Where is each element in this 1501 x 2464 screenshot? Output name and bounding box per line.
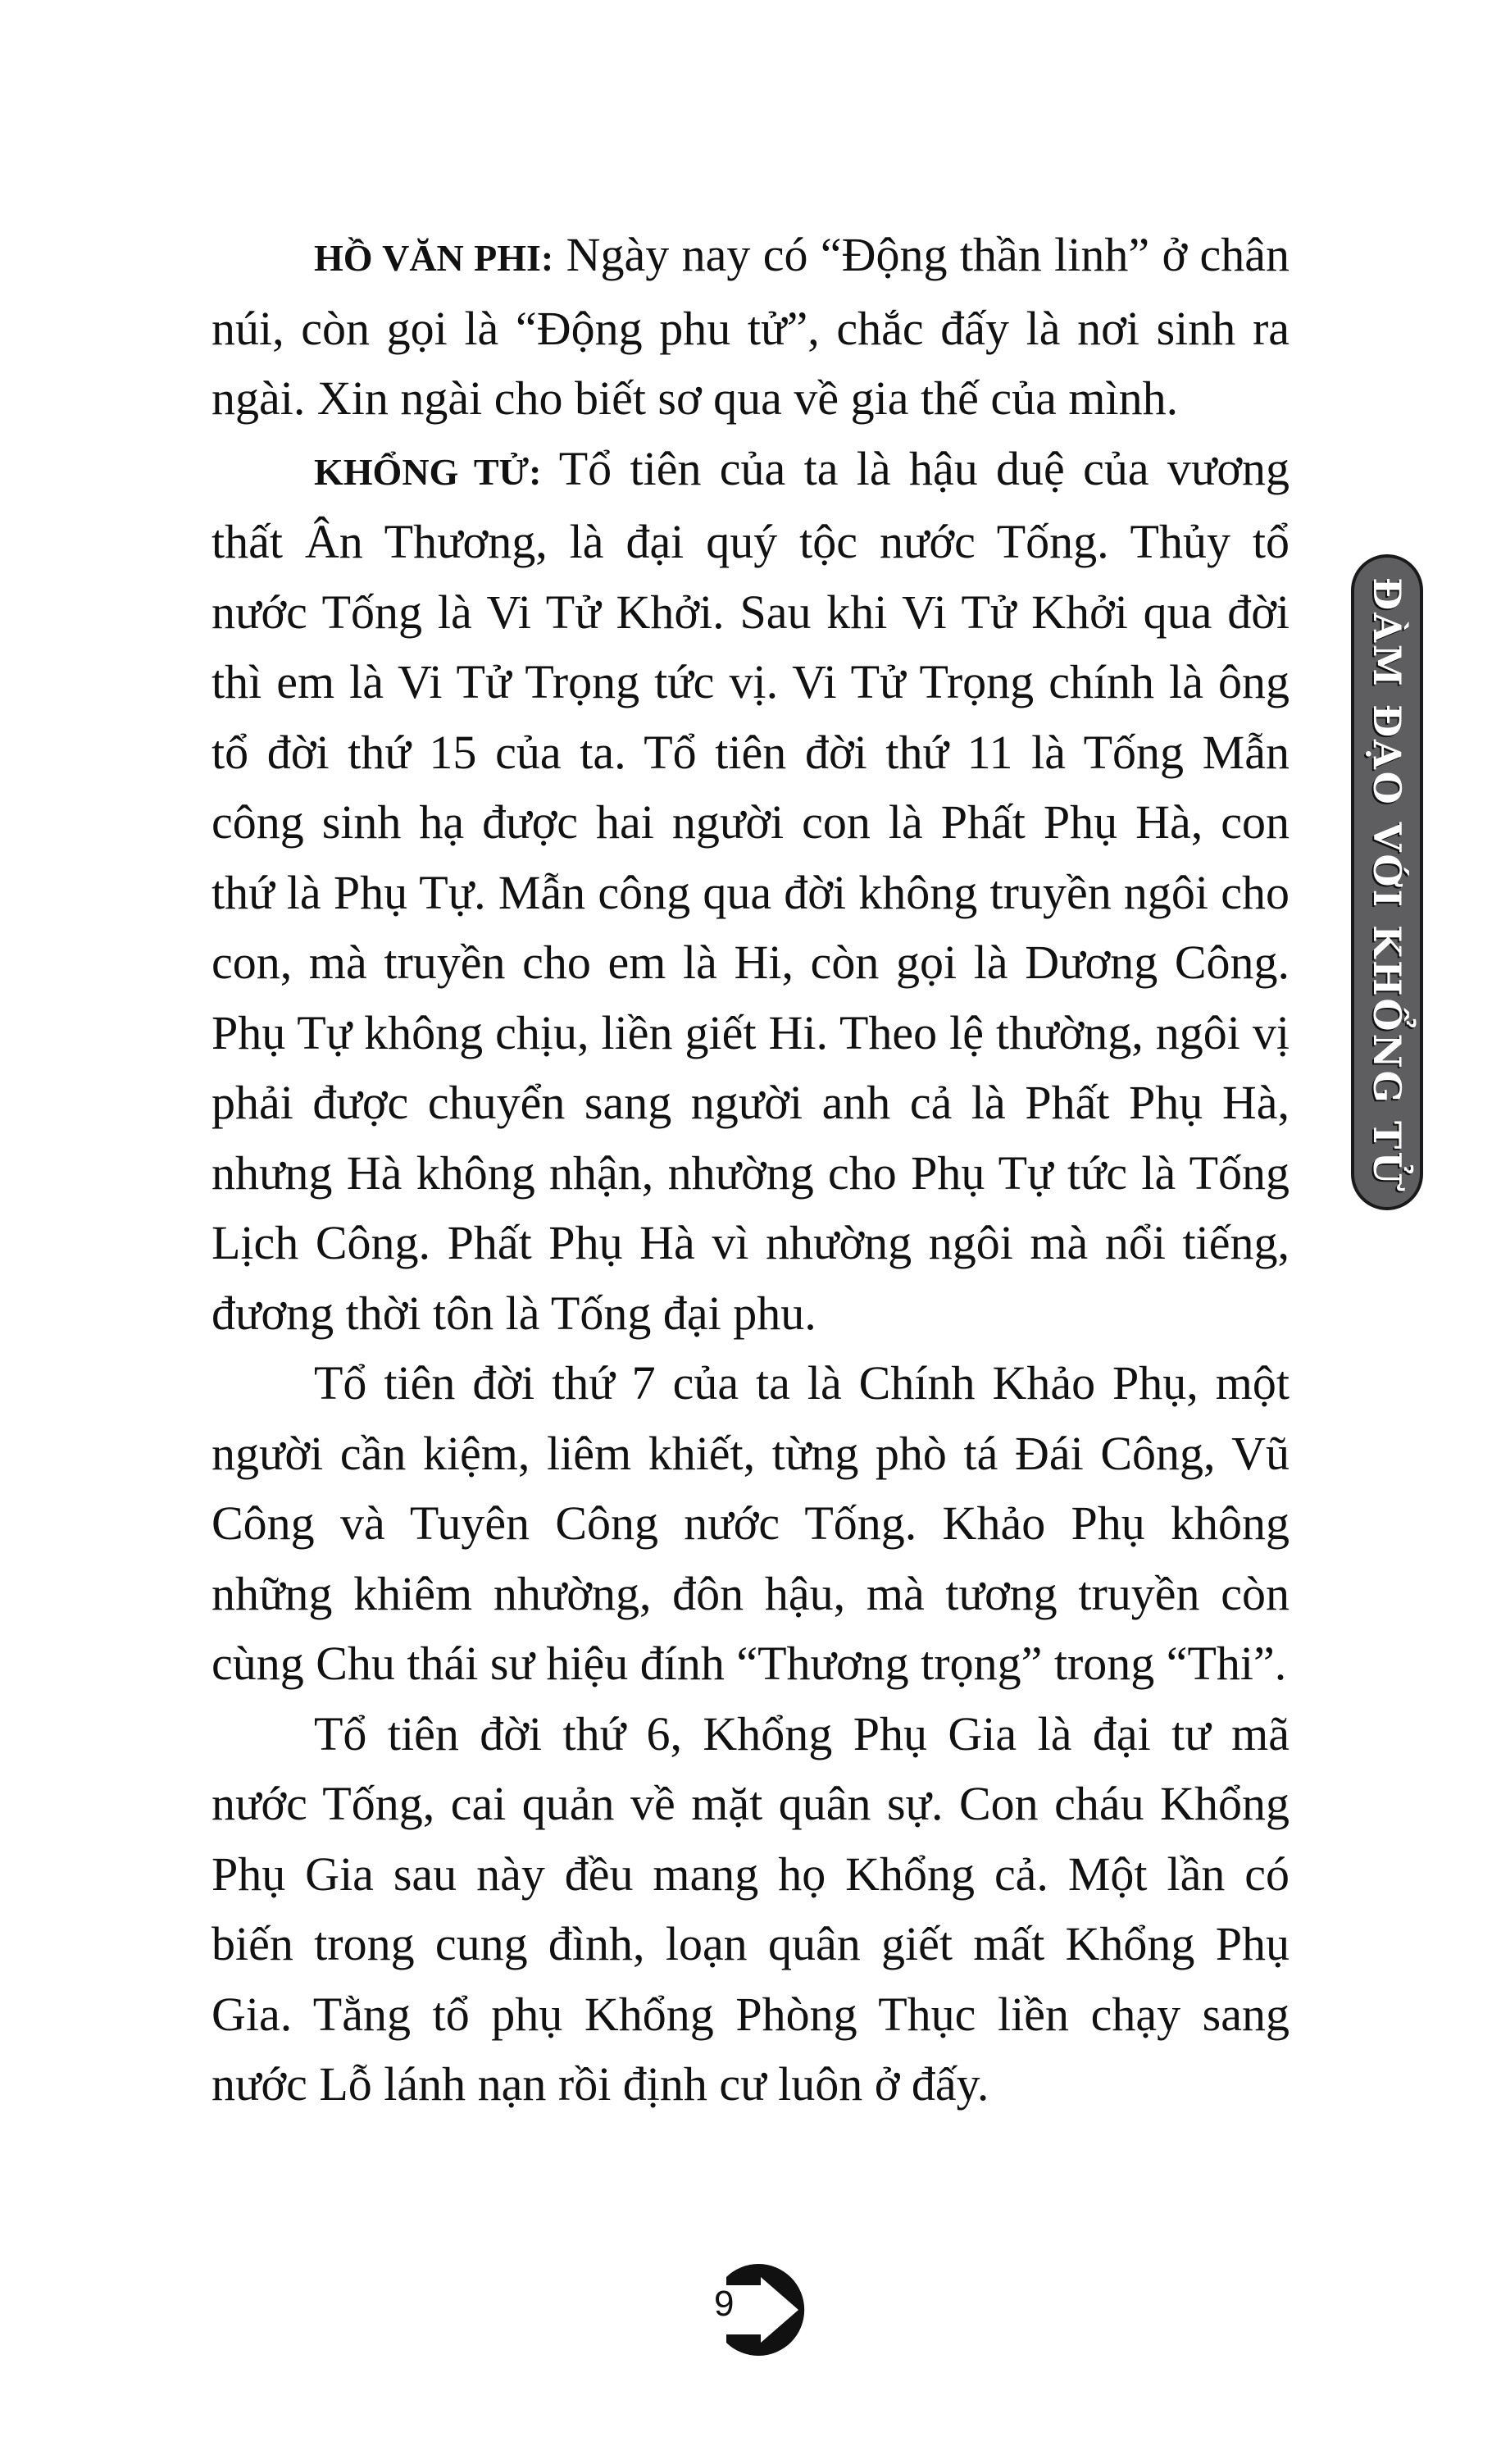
paragraph-text: Tổ tiên của ta là hậu duệ của vương thất Ân Thương, là đại quý tộc nước Tống. Thủy tổ nước Tống là Vi Tử Khởi. Sau khi Vi Tử Khởi qua đời thì em là Vi Tử Trọng tức vị. Vi Tử Trọng chính là ông tổ đời thứ 15 của ta. Tổ tiên đời thứ 11 là Tống Mẫn công sinh hạ được hai người con là Phất Phụ Hà, con thứ là Phụ Tự. Mẫn công qua đời không truyền ngôi cho con, mà truyền cho em là Hi, còn gọi là Dương Công. Phụ Tự không chịu, liền giết Hi. Theo lệ thường, ngôi vị phải được chuyển sang người anh cả là Phất Phụ Hà, nhưng Hà không nhận, nhường cho Phụ Tự tức là Tống Lịch Công. Phất Phụ Hà vì nhường ngôi mà nổi tiếng, đương thời tôn là Tống đại phu. [212, 441, 1289, 1340]
paragraph-text: Tổ tiên đời thứ 7 của ta là Chính Khảo Phụ, một người cần kiệm, liêm khiết, từng phò tá Đái Công, Vũ Công và Tuyên Công nước Tống. Khảo Phụ không những khiêm nhường, đôn hậu, mà tương truyền còn cùng Chu thái sư hiệu đính “Thương trọng” trong “Thi”. [212, 1356, 1289, 1690]
page-number-badge [712, 2259, 813, 2361]
paragraph-2 [212, 434, 1289, 1349]
paragraph-text: Tổ tiên đời thứ 6, Khổng Phụ Gia là đại tư mã nước Tống, cai quản về mặt quân sự. Con cháu Khổng Phụ Gia sau này đều mang họ Khổng cả. Một lần có biến trong cung đình, loạn quân giết mất Khổng Phụ Gia. Tằng tổ phụ Khổng Phòng Thục liền chạy sang nước Lỗ lánh nạn rồi định cư luôn ở đấy. [212, 1706, 1289, 2111]
chapter-side-tab [1351, 554, 1423, 1210]
page-number: 9 [714, 2284, 735, 2324]
paragraph-1 [212, 220, 1289, 434]
paragraph-3 [212, 1348, 1289, 1699]
side-tab-title: ĐÀM ĐẠO VỚI KHỔNG TỬ [1365, 577, 1409, 1187]
speaker-label: KHỔNG TỬ: [314, 450, 542, 493]
paragraph-text: Ngày nay có “Động thần linh” ở chân núi, còn gọi là “Động phu tử”, chắc đấy là nơi sinh ra ngài. Xin ngài cho biết sơ qua về gia thế của mình. [212, 228, 1289, 425]
page-body [212, 220, 1289, 2120]
speaker-label: HỒ VĂN PHI: [314, 237, 554, 279]
paragraph-4 [212, 1699, 1289, 2120]
